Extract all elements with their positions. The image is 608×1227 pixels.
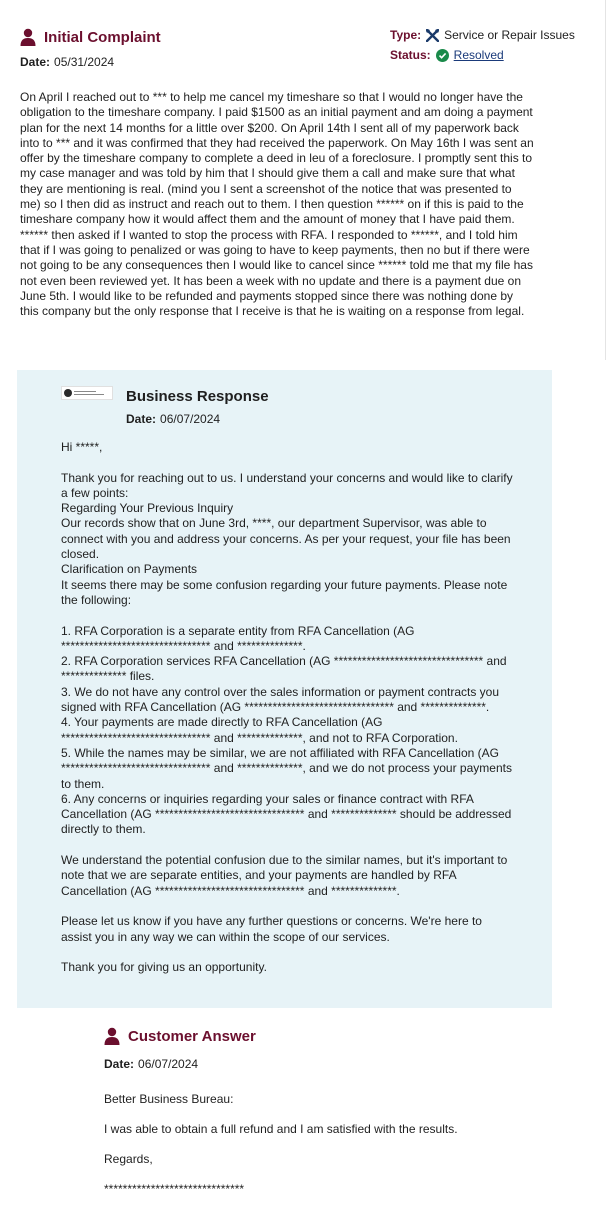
person-icon xyxy=(104,1027,120,1045)
list-item: 1. RFA Corporation is a separate entity from RFA Cancellation (AG ******************************** and **************. xyxy=(61,623,415,653)
closing-paragraph: Thank you for giving us an opportunity. xyxy=(61,960,267,975)
heading-previous-inquiry: Regarding Your Previous Inquiry xyxy=(61,501,234,516)
previous-inquiry-paragraph: Our records show that on June 3rd, ****, our department Supervisor, was able to connect with you and address your concerns. As per your request, your file has been closed. xyxy=(61,516,511,562)
business-response-title: Business Response xyxy=(126,388,269,405)
clarification-paragraph: It seems there may be some confusion regarding your future payments. Please note the following: xyxy=(61,577,508,607)
complaint-title-block xyxy=(20,28,161,69)
list-item: 4. Your payments are made directly to RFA Cancellation (AG ******************************** and **************, and not to RFA Corporation. xyxy=(61,715,458,745)
status-link[interactable]: Resolved xyxy=(453,48,504,62)
customer-date-label: Date: xyxy=(104,1057,135,1071)
complaint-header xyxy=(20,28,592,69)
customer-answer-title: Customer Answer xyxy=(128,1027,256,1045)
business-response-section xyxy=(17,370,552,1008)
complaint-date-label: Date: xyxy=(20,55,51,69)
business-logo xyxy=(61,386,113,400)
complaint-date-value: 05/31/2024 xyxy=(54,55,115,69)
list-item: 3. We do not have any control over the sales information or payment contracts you signed with RFA Cancellation (AG ******************************** and **************. xyxy=(61,684,500,715)
type-label: Type: xyxy=(390,28,422,42)
person-icon xyxy=(20,28,36,46)
answer-line: I was able to obtain a full refund and I am satisfied with the results. xyxy=(104,1122,458,1136)
complaint-title: Initial Complaint xyxy=(44,28,161,46)
customer-answer-date xyxy=(104,1057,584,1071)
business-date-value: 06/07/2024 xyxy=(160,412,221,426)
questions-paragraph: Please let us know if you have any further questions or concerns. We're here to assist you in any way we can within the scope of our services. xyxy=(61,914,482,944)
initial-complaint-section xyxy=(20,28,592,319)
greeting: Hi *****, xyxy=(61,440,103,454)
list-item: 6. Any concerns or inquiries regarding your sales or finance contract with RFA Cancellation (AG ******************************** and ************** should be addressed directly to them. xyxy=(61,791,512,837)
customer-answer-text xyxy=(104,1092,584,1197)
list-item: 5. While the names may be similar, we are not affiliated with RFA Cancellation (AG ******************************** and **************, and we do not process your payments to them. xyxy=(61,745,512,791)
page-scrollbar[interactable] xyxy=(605,0,606,360)
complaint-status xyxy=(390,48,576,62)
business-date-label: Date: xyxy=(126,412,157,426)
logo-mark-icon xyxy=(64,389,72,397)
answer-line: ****************************** xyxy=(104,1182,245,1196)
complaint-date xyxy=(20,55,161,69)
list-item: 2. RFA Corporation services RFA Cancellation (AG ******************************** and ************** files. xyxy=(61,654,507,684)
customer-answer-section xyxy=(104,1027,584,1212)
complaint-type xyxy=(390,28,576,42)
heading-clarification: Clarification on Payments xyxy=(61,562,198,577)
separate-entities-paragraph: We understand the potential confusion due to the similar names, but it's important to note that we are separate entities, and your payments are handled by RFA Cancellation (AG ******************************** and **************. xyxy=(61,853,508,898)
complaint-meta xyxy=(390,28,576,69)
business-response-date xyxy=(126,412,220,426)
answer-line: Regards, xyxy=(104,1152,153,1166)
status-label: Status: xyxy=(390,48,431,62)
answer-line: Better Business Bureau: xyxy=(104,1092,234,1106)
complaint-title-row xyxy=(20,28,161,46)
customer-answer-title-row xyxy=(104,1027,584,1045)
check-circle-icon xyxy=(436,49,449,62)
customer-date-value: 06/07/2024 xyxy=(138,1057,199,1071)
business-response-text xyxy=(61,440,515,975)
complaint-text: On April I reached out to *** to help me cancel my timeshare so that I would no longer have the obligation to the timeshare company. I paid $1500 as an initial payment and am doing a payment plan for the next 14 months for a little over $200. On April 14th I sent all of my paperwork back into to *** and it was confirmed that they had received the paperwork. On May 16th I was sent an offer by the timeshare company to complete a deed in leu of a foreclosure. I promptly sent this to my case manager and was told by him that I should give them a call and make sure that what they are mentioning is real. (mind you I sent a screenshot of the notice that was presented to me) so I then did as instruct and reach out to them. I then question ****** on if this is paid to the timeshare company how it would affect them and the amount of money that I have paid them. ****** then asked if I wanted to stop the process with RFA. I responded to ******, and I told him that if I was going to penalized or was going to have to keep payments, then no but if there were not going to be any consequences then I would like to cancel since ****** told me that my file has not even been reviewed yet. It has been a week with no update and there is a payment due on June 5th. I would like to be refunded and payments stopped since there was nothing done by this company but the only response that I receive is that he is waiting on a response from legal. xyxy=(20,90,534,319)
intro-paragraph: Thank you for reaching out to us. I understand your concerns and would like to clarify a few points: xyxy=(61,470,513,500)
wrench-screwdriver-icon xyxy=(426,29,439,42)
type-value: Service or Repair Issues xyxy=(444,28,575,42)
